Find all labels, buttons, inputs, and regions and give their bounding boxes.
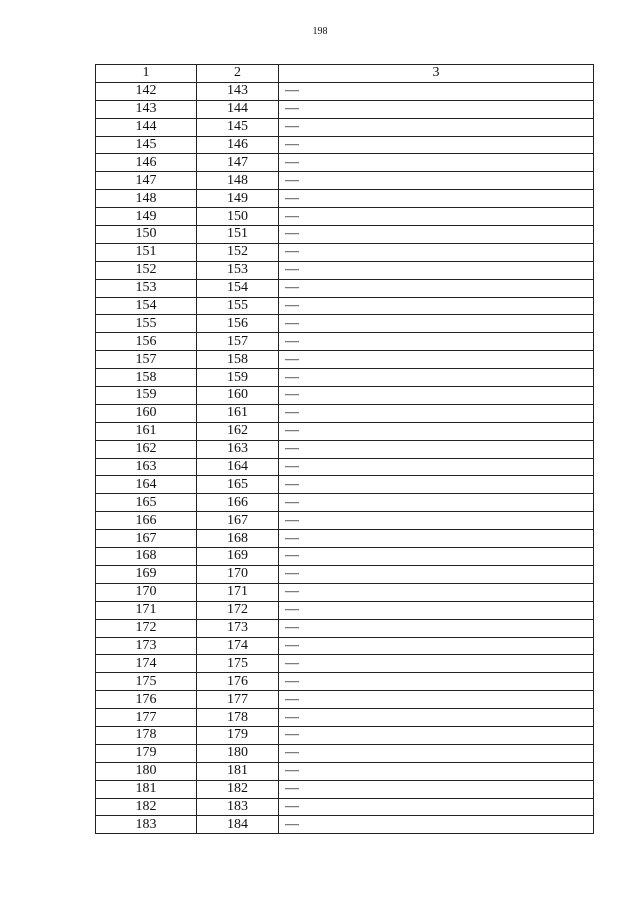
dash-mark: — — [285, 154, 299, 170]
dash-mark: — — [285, 369, 299, 385]
cell-col-2: 175 — [197, 655, 279, 673]
dash-mark: — — [285, 441, 299, 457]
cell-col-3 — [279, 780, 594, 798]
page-number: 198 — [312, 26, 328, 37]
dash-mark: — — [285, 83, 299, 99]
dash-mark: — — [285, 566, 299, 582]
cell-col-3 — [279, 154, 594, 172]
cell-col-2: 181 — [197, 762, 279, 780]
cell-col-1: 147 — [96, 172, 197, 190]
cell-col-3 — [279, 261, 594, 279]
dash-mark: — — [285, 620, 299, 636]
table-row — [96, 530, 594, 548]
cell-col-1: 159 — [96, 387, 197, 405]
table-row — [96, 118, 594, 136]
cell-col-2: 178 — [197, 709, 279, 727]
cell-col-3 — [279, 422, 594, 440]
cell-col-1: 180 — [96, 762, 197, 780]
dash-mark: — — [285, 333, 299, 349]
cell-col-1: 144 — [96, 118, 197, 136]
cell-col-2: 180 — [197, 744, 279, 762]
cell-col-2: 143 — [197, 82, 279, 100]
cell-col-2: 162 — [197, 422, 279, 440]
cell-col-3 — [279, 297, 594, 315]
table-row — [96, 619, 594, 637]
cell-col-3 — [279, 494, 594, 512]
dash-mark: — — [285, 476, 299, 492]
table-row — [96, 601, 594, 619]
cell-col-2: 149 — [197, 190, 279, 208]
cell-col-1: 176 — [96, 691, 197, 709]
table-row — [96, 422, 594, 440]
dash-mark: — — [285, 351, 299, 367]
dash-mark: — — [285, 673, 299, 689]
dash-mark: — — [285, 637, 299, 653]
cell-col-1: 169 — [96, 565, 197, 583]
cell-col-2: 148 — [197, 172, 279, 190]
column-header-2: 2 — [197, 65, 279, 83]
cell-col-3 — [279, 530, 594, 548]
table-row — [96, 136, 594, 154]
cell-col-3 — [279, 172, 594, 190]
table-body — [96, 82, 594, 833]
table-row — [96, 172, 594, 190]
table-row — [96, 512, 594, 530]
table-row — [96, 82, 594, 100]
cell-col-2: 159 — [197, 369, 279, 387]
table-row — [96, 637, 594, 655]
cell-col-1: 167 — [96, 530, 197, 548]
dash-mark: — — [285, 745, 299, 761]
cell-col-3 — [279, 726, 594, 744]
cell-col-2: 160 — [197, 387, 279, 405]
cell-col-3 — [279, 190, 594, 208]
cell-col-2: 174 — [197, 637, 279, 655]
cell-col-1: 166 — [96, 512, 197, 530]
table-row — [96, 726, 594, 744]
cell-col-3 — [279, 565, 594, 583]
cell-col-2: 154 — [197, 279, 279, 297]
table-row — [96, 476, 594, 494]
column-header-1: 1 — [96, 65, 197, 83]
cell-col-2: 157 — [197, 333, 279, 351]
cell-col-2: 158 — [197, 351, 279, 369]
table-row — [96, 315, 594, 333]
table-row — [96, 351, 594, 369]
cell-col-1: 150 — [96, 226, 197, 244]
cell-col-3 — [279, 226, 594, 244]
cell-col-2: 152 — [197, 243, 279, 261]
cell-col-1: 170 — [96, 583, 197, 601]
dash-mark: — — [285, 602, 299, 618]
cell-col-2: 150 — [197, 208, 279, 226]
cell-col-1: 173 — [96, 637, 197, 655]
cell-col-1: 174 — [96, 655, 197, 673]
cell-col-3 — [279, 351, 594, 369]
cell-col-3 — [279, 548, 594, 566]
dash-mark: — — [285, 298, 299, 314]
table-row — [96, 154, 594, 172]
table-row — [96, 404, 594, 422]
table-row — [96, 744, 594, 762]
cell-col-2: 155 — [197, 297, 279, 315]
cell-col-2: 176 — [197, 673, 279, 691]
dash-mark: — — [285, 262, 299, 278]
cell-col-2: 171 — [197, 583, 279, 601]
dash-mark: — — [285, 548, 299, 564]
cell-col-3 — [279, 601, 594, 619]
cell-col-2: 156 — [197, 315, 279, 333]
cell-col-1: 178 — [96, 726, 197, 744]
cell-col-3 — [279, 744, 594, 762]
table-row — [96, 100, 594, 118]
cell-col-3 — [279, 440, 594, 458]
cell-col-3 — [279, 619, 594, 637]
cell-col-2: 172 — [197, 601, 279, 619]
cell-col-3 — [279, 118, 594, 136]
dash-mark: — — [285, 816, 299, 832]
table-row — [96, 762, 594, 780]
table-row — [96, 208, 594, 226]
cell-col-2: 177 — [197, 691, 279, 709]
table-row — [96, 261, 594, 279]
cell-col-1: 142 — [96, 82, 197, 100]
cell-col-2: 166 — [197, 494, 279, 512]
table-row — [96, 655, 594, 673]
table-row — [96, 798, 594, 816]
dash-mark: — — [285, 512, 299, 528]
table-header — [96, 65, 594, 83]
cell-col-1: 148 — [96, 190, 197, 208]
data-table — [95, 64, 594, 834]
dash-mark: — — [285, 405, 299, 421]
dash-mark: — — [285, 208, 299, 224]
table-row — [96, 494, 594, 512]
cell-col-1: 165 — [96, 494, 197, 512]
table-row — [96, 333, 594, 351]
table-row — [96, 673, 594, 691]
cell-col-3 — [279, 637, 594, 655]
table-row — [96, 226, 594, 244]
cell-col-1: 161 — [96, 422, 197, 440]
cell-col-2: 183 — [197, 798, 279, 816]
dash-mark: — — [285, 101, 299, 117]
table-row — [96, 691, 594, 709]
cell-col-3 — [279, 476, 594, 494]
cell-col-3 — [279, 404, 594, 422]
dash-mark: — — [285, 691, 299, 707]
table-row — [96, 190, 594, 208]
cell-col-1: 156 — [96, 333, 197, 351]
cell-col-3 — [279, 583, 594, 601]
dash-mark: — — [285, 226, 299, 242]
table-row — [96, 709, 594, 727]
dash-mark: — — [285, 190, 299, 206]
cell-col-1: 157 — [96, 351, 197, 369]
cell-col-1: 146 — [96, 154, 197, 172]
cell-col-2: 144 — [197, 100, 279, 118]
cell-col-2: 164 — [197, 458, 279, 476]
cell-col-3 — [279, 512, 594, 530]
cell-col-3 — [279, 655, 594, 673]
cell-col-1: 152 — [96, 261, 197, 279]
cell-col-3 — [279, 798, 594, 816]
cell-col-2: 179 — [197, 726, 279, 744]
dash-mark: — — [285, 244, 299, 260]
dash-mark: — — [285, 315, 299, 331]
cell-col-3 — [279, 816, 594, 834]
cell-col-2: 145 — [197, 118, 279, 136]
cell-col-1: 164 — [96, 476, 197, 494]
dash-mark: — — [285, 781, 299, 797]
cell-col-3 — [279, 369, 594, 387]
cell-col-1: 155 — [96, 315, 197, 333]
dash-mark: — — [285, 530, 299, 546]
table-row — [96, 583, 594, 601]
cell-col-2: 147 — [197, 154, 279, 172]
cell-col-1: 175 — [96, 673, 197, 691]
table-row — [96, 440, 594, 458]
cell-col-1: 153 — [96, 279, 197, 297]
table-row — [96, 297, 594, 315]
cell-col-1: 160 — [96, 404, 197, 422]
cell-col-1: 163 — [96, 458, 197, 476]
cell-col-3 — [279, 458, 594, 476]
table-row — [96, 780, 594, 798]
cell-col-3 — [279, 762, 594, 780]
cell-col-1: 181 — [96, 780, 197, 798]
table-row — [96, 387, 594, 405]
dash-mark: — — [285, 459, 299, 475]
cell-col-1: 143 — [96, 100, 197, 118]
dash-mark: — — [285, 119, 299, 135]
table-row — [96, 279, 594, 297]
column-header-3: 3 — [279, 65, 594, 83]
table-row — [96, 548, 594, 566]
cell-col-2: 163 — [197, 440, 279, 458]
cell-col-2: 165 — [197, 476, 279, 494]
cell-col-2: 170 — [197, 565, 279, 583]
dash-mark: — — [285, 494, 299, 510]
table-row — [96, 458, 594, 476]
table-row — [96, 816, 594, 834]
cell-col-1: 183 — [96, 816, 197, 834]
dash-mark: — — [285, 709, 299, 725]
cell-col-2: 168 — [197, 530, 279, 548]
cell-col-2: 169 — [197, 548, 279, 566]
cell-col-1: 171 — [96, 601, 197, 619]
cell-col-2: 151 — [197, 226, 279, 244]
cell-col-2: 173 — [197, 619, 279, 637]
cell-col-1: 177 — [96, 709, 197, 727]
cell-col-1: 182 — [96, 798, 197, 816]
cell-col-2: 146 — [197, 136, 279, 154]
header-row — [96, 65, 594, 83]
cell-col-3 — [279, 387, 594, 405]
cell-col-3 — [279, 315, 594, 333]
cell-col-3 — [279, 243, 594, 261]
dash-mark: — — [285, 137, 299, 152]
cell-col-3 — [279, 709, 594, 727]
cell-col-3 — [279, 673, 594, 691]
dash-mark: — — [285, 280, 299, 296]
cell-col-1: 145 — [96, 136, 197, 154]
cell-col-3 — [279, 136, 594, 154]
cell-col-2: 153 — [197, 261, 279, 279]
dash-mark: — — [285, 387, 299, 403]
cell-col-2: 184 — [197, 816, 279, 834]
cell-col-3 — [279, 333, 594, 351]
table-row — [96, 243, 594, 261]
cell-col-2: 182 — [197, 780, 279, 798]
cell-col-1: 149 — [96, 208, 197, 226]
cell-col-1: 154 — [96, 297, 197, 315]
cell-col-1: 179 — [96, 744, 197, 762]
dash-mark: — — [285, 763, 299, 779]
cell-col-2: 161 — [197, 404, 279, 422]
cell-col-1: 162 — [96, 440, 197, 458]
dash-mark: — — [285, 655, 299, 671]
dash-mark: — — [285, 172, 299, 188]
cell-col-1: 168 — [96, 548, 197, 566]
cell-col-3 — [279, 691, 594, 709]
cell-col-3 — [279, 100, 594, 118]
dash-mark: — — [285, 727, 299, 743]
dash-mark: — — [285, 423, 299, 439]
cell-col-3 — [279, 82, 594, 100]
cell-col-1: 172 — [96, 619, 197, 637]
cell-col-3 — [279, 208, 594, 226]
table-row — [96, 369, 594, 387]
cell-col-1: 158 — [96, 369, 197, 387]
cell-col-3 — [279, 279, 594, 297]
cell-col-1: 151 — [96, 243, 197, 261]
dash-mark: — — [285, 798, 299, 814]
cell-col-2: 167 — [197, 512, 279, 530]
dash-mark: — — [285, 584, 299, 600]
table-row — [96, 565, 594, 583]
